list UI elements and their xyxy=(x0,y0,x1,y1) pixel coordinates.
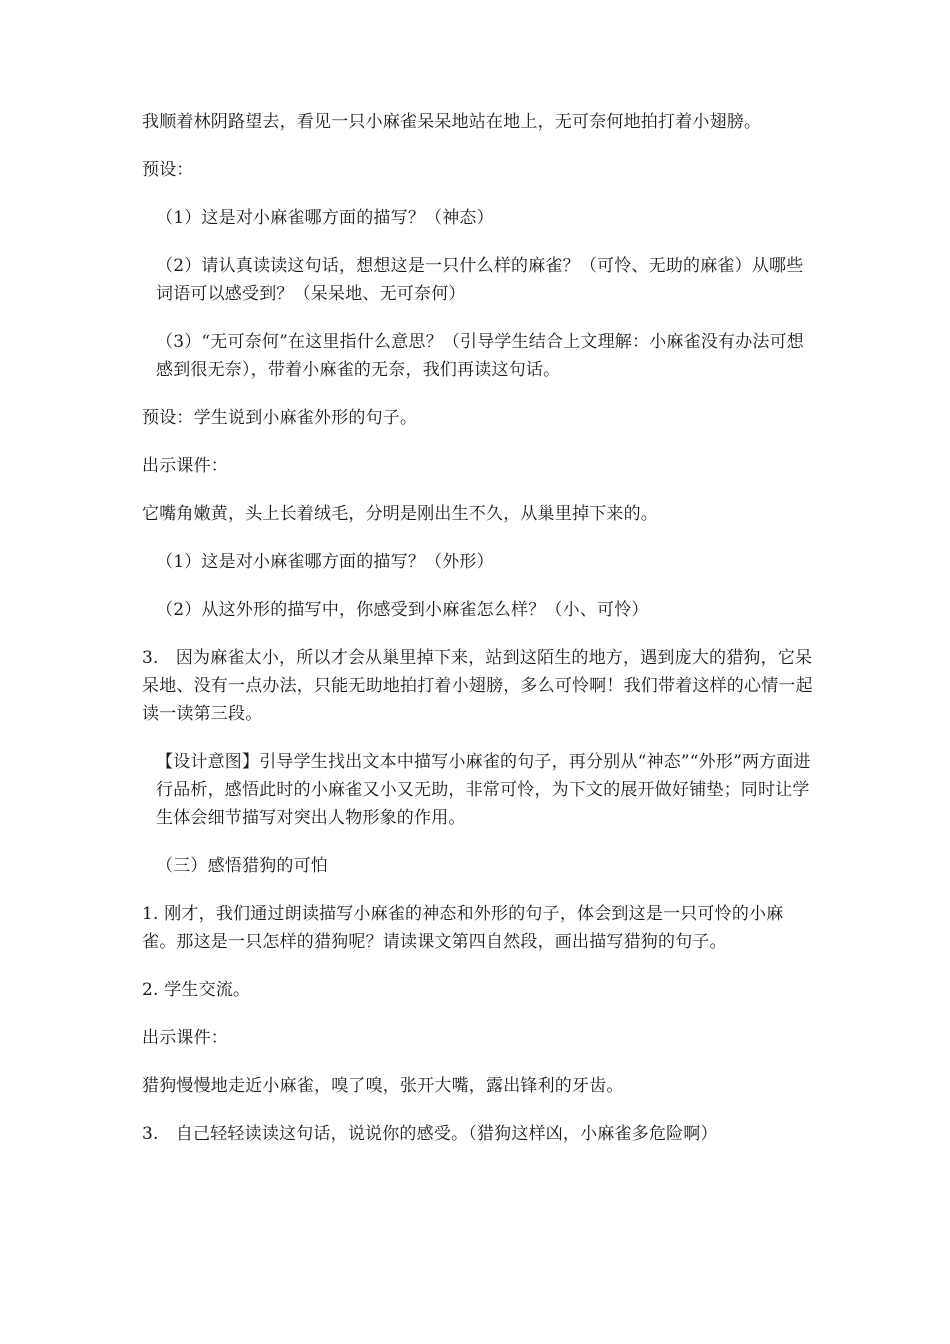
paragraph: 预设：学生说到小麻雀外形的句子。 xyxy=(142,408,418,428)
paragraph: （2）从这外形的描写中，你感受到小麻雀怎么样？（小、可怜） xyxy=(156,600,649,620)
paragraph: （2）请认真读读这句话，想想这是一只什么样的麻雀？（可怜、无助的麻雀）从哪些词语可以感受到？（呆呆地、无可奈何） xyxy=(156,256,804,304)
paragraph: 我顺着林阴路望去，看见一只小麻雀呆呆地站在地上，无可奈何地拍打着小翅膀。 xyxy=(142,112,762,132)
paragraph: 3. 自己轻轻读读这句话，说说你的感受。（猎狗这样凶，小麻雀多危险啊） xyxy=(142,1124,718,1144)
paragraph: （1）这是对小麻雀哪方面的描写？（外形） xyxy=(156,552,494,572)
paragraph: 预设： xyxy=(142,160,194,180)
paragraph: （3）“无可奈何”在这里指什么意思？（引导学生结合上文理解：小麻雀没有办法可想感到很无奈），带着小麻雀的无奈，我们再读这句话。 xyxy=(156,332,804,380)
paragraph: 出示课件： xyxy=(142,1028,228,1048)
paragraph: （三）感悟猎狗的可怕 xyxy=(156,856,328,876)
paragraph: 1. 刚才，我们通过朗读描写小麻雀的神态和外形的句子，体会到这是一只可怜的小麻雀。那这是一只怎样的猎狗呢？请读课文第四自然段，画出描写猎狗的句子。 xyxy=(142,904,784,952)
paragraph: 2. 学生交流。 xyxy=(142,980,251,1000)
paragraph: 【设计意图】引导学生找出文本中描写小麻雀的句子，再分别从“神态”“外形”两方面进行品析，感悟此时的小麻雀又小又无助，非常可怜，为下文的展开做好铺垫；同时让学生体会细节描写对突出人物形象的作用。 xyxy=(156,752,811,828)
paragraph: （1）这是对小麻雀哪方面的描写？（神态） xyxy=(156,208,494,228)
paragraph: 猎狗慢慢地走近小麻雀，嗅了嗅，张开大嘴，露出锋利的牙齿。 xyxy=(142,1076,624,1096)
document-body xyxy=(142,108,814,1168)
paragraph: 出示课件： xyxy=(142,456,228,476)
paragraph: 3. 因为麻雀太小，所以才会从巢里掉下来，站到这陌生的地方，遇到庞大的猎狗，它呆呆地、没有一点办法，只能无助地拍打着小翅膀，多么可怜啊！我们带着这样的心情一起读一读第三段。 xyxy=(142,648,813,724)
paragraph: 它嘴角嫩黄，头上长着绒毛，分明是刚出生不久，从巢里掉下来的。 xyxy=(142,504,658,524)
